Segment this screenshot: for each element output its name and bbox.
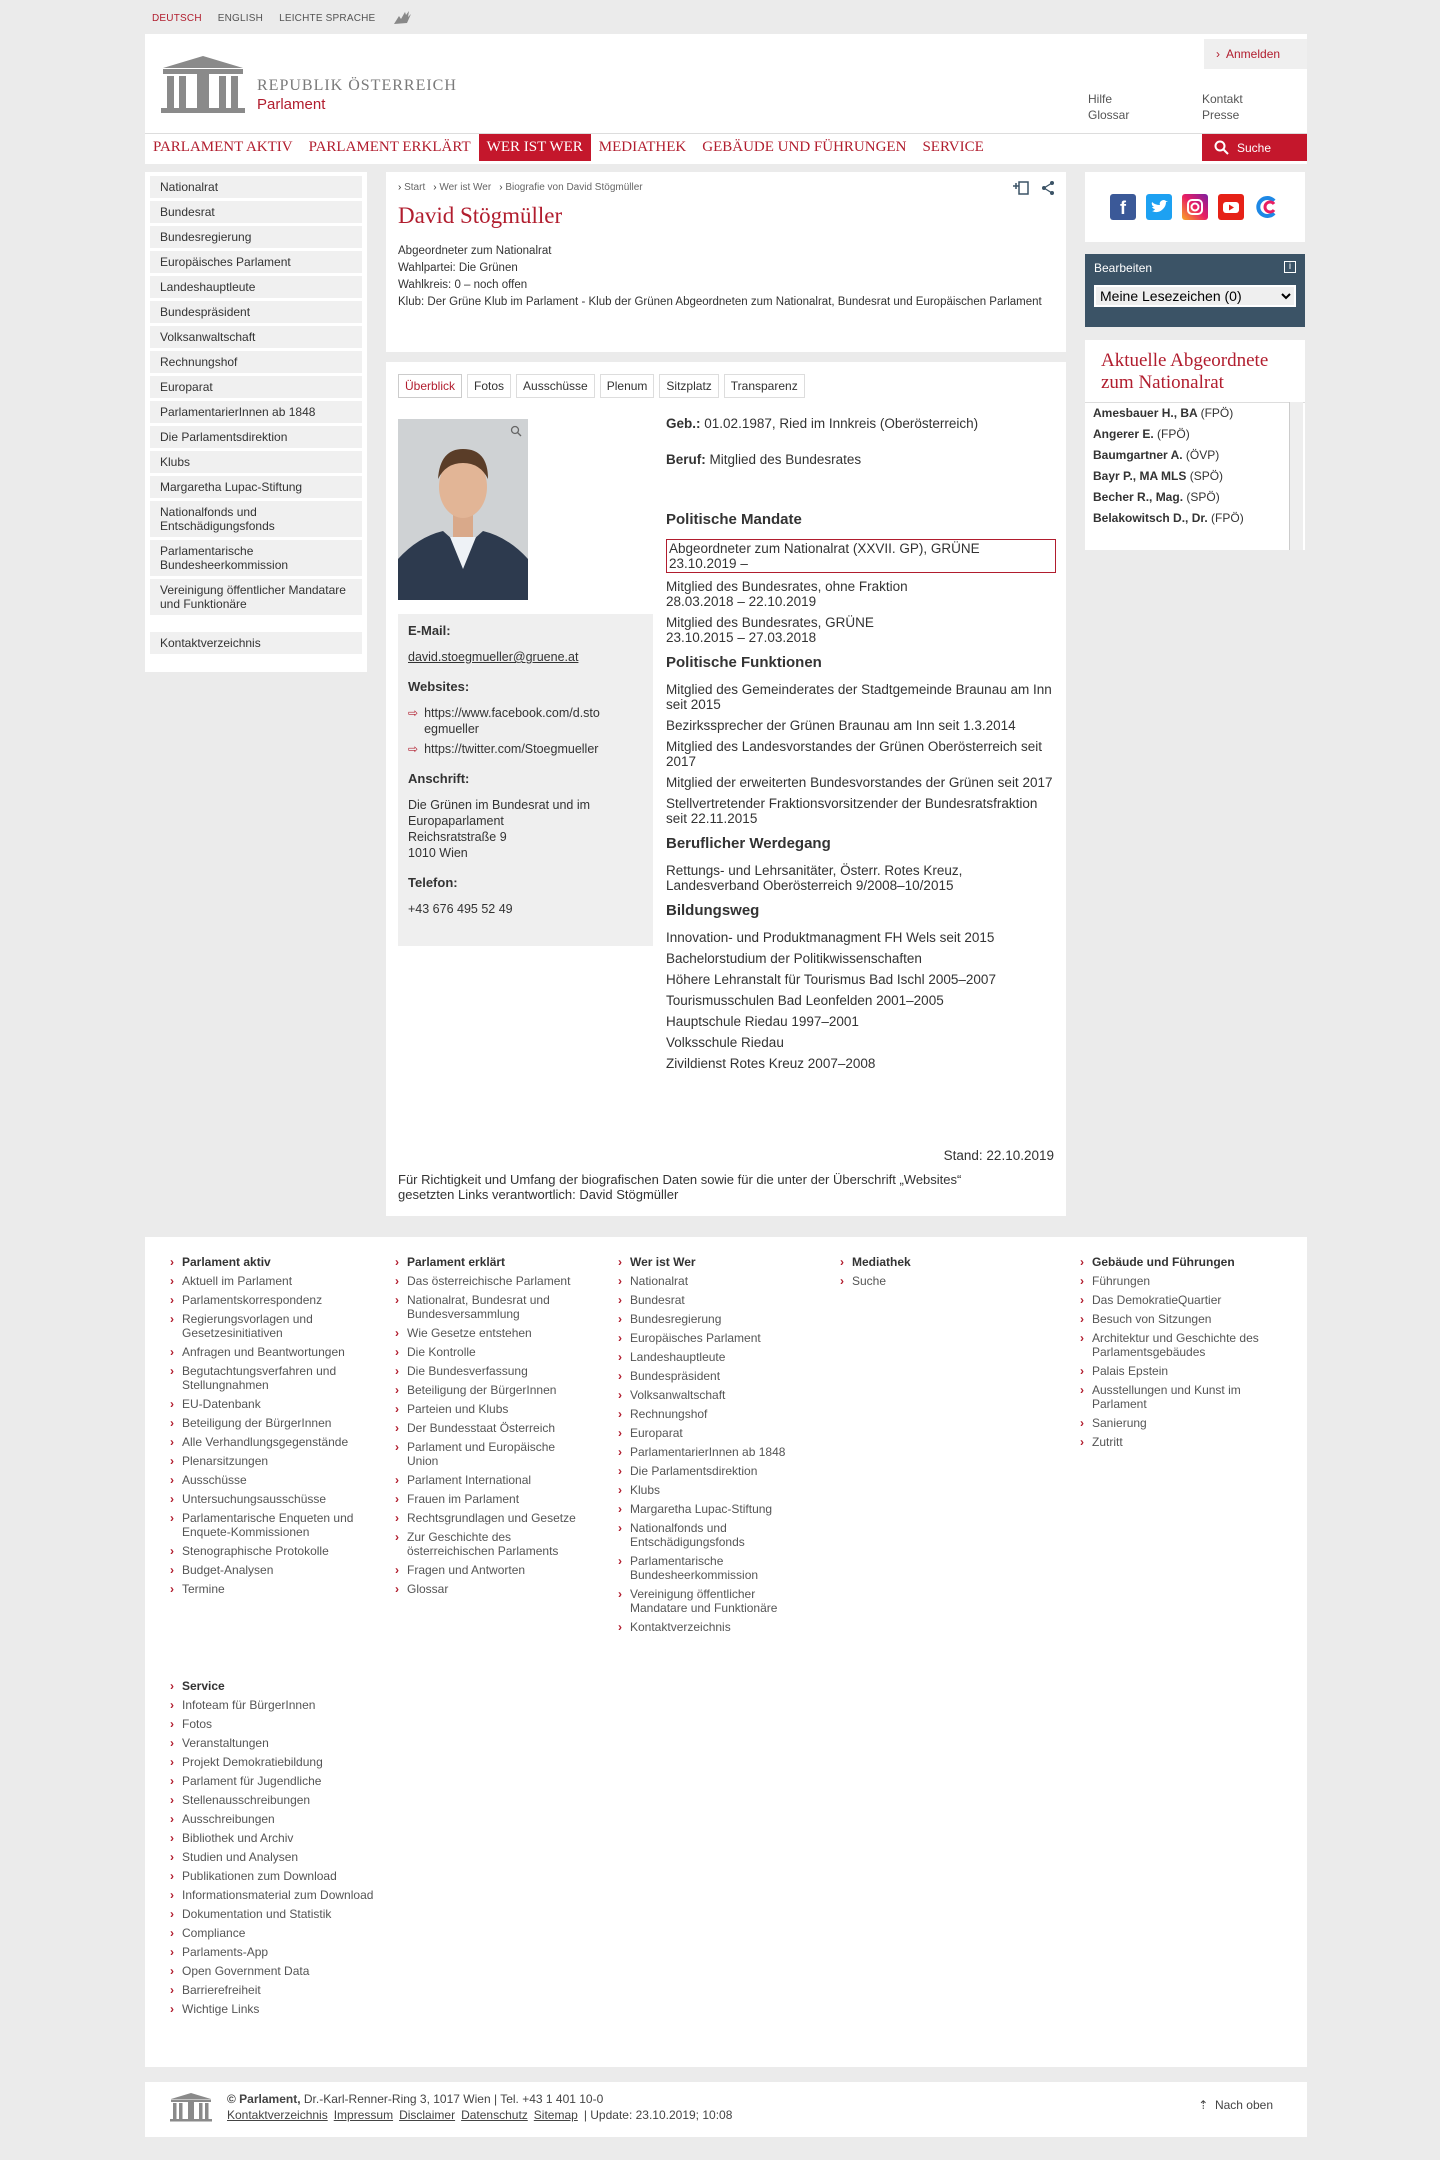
footer-link[interactable]: › Compliance [170, 1926, 410, 1940]
footer-link[interactable]: › Zutritt [1080, 1435, 1265, 1449]
footer-link[interactable]: › Zur Geschichte des österreichischen Parlaments [395, 1530, 580, 1558]
mandates-heading: Politische Mandate [666, 511, 802, 528]
footer-link[interactable]: › Suche [840, 1274, 1025, 1288]
mandate-dates: 28.03.2018 – 22.10.2019 [666, 594, 817, 609]
footer-link[interactable]: › Volksanwaltschaft [618, 1388, 803, 1402]
footer-link[interactable]: › Projekt Demokratiebildung [170, 1755, 410, 1769]
footer-link[interactable]: › Nationalfonds und Entschädigungsfonds [618, 1521, 803, 1549]
phone-label: Telefon: [408, 875, 458, 890]
mp-name: Becher R., Mag. [1093, 490, 1184, 504]
footer-link[interactable]: › Bundesregierung [618, 1312, 803, 1326]
footer-link[interactable]: › Rechtsgrundlagen und Gesetze [395, 1511, 580, 1525]
bio-content [386, 362, 1066, 1216]
mandate-dates: 23.10.2019 – [669, 556, 748, 571]
footer-link[interactable]: › Stellenausschreibungen [170, 1793, 410, 1807]
footer-link[interactable]: › Die Parlamentsdirektion [618, 1464, 803, 1478]
footer-link[interactable]: › Dokumentation und Statistik [170, 1907, 410, 1921]
footer-link[interactable]: › Untersuchungsausschüsse [170, 1492, 355, 1506]
help-link[interactable]: Hilfe [1088, 92, 1113, 106]
mp-party: (ÖVP) [1185, 448, 1220, 462]
sidebar-item[interactable]: Klubs [150, 451, 362, 473]
share-icon[interactable] [1040, 180, 1056, 196]
mandate-title: Abgeordneter zum Nationalrat (XXVII. GP), GRÜNE [669, 541, 980, 556]
footer-link[interactable]: › Europarat [618, 1426, 803, 1440]
breadcrumb-item: › Biografie von David Stögmüller [499, 182, 642, 193]
list-scrollbar[interactable] [1289, 402, 1303, 550]
birth-value: 01.02.1987, Ried im Innkreis (Oberösterreich) [704, 416, 979, 431]
search-button[interactable] [1202, 134, 1307, 161]
sidebar-item[interactable]: Volksanwaltschaft [150, 326, 362, 348]
search-icon [1214, 140, 1229, 155]
footer-heading[interactable]: › Gebäude und Führungen [1080, 1255, 1265, 1269]
sidebar-item[interactable]: Nationalfonds und Entschädigungsfonds [150, 501, 362, 537]
address [408, 797, 643, 861]
footer-link-kontakt[interactable]: Kontaktverzeichnis [227, 2108, 328, 2122]
bio-actions [1012, 180, 1056, 196]
bio-district: Wahlkreis: 0 – noch offen [398, 279, 528, 291]
birth-info [666, 416, 1056, 431]
mandate-title: Mitglied des Bundesrates, GRÜNE [666, 615, 874, 630]
website-url: https://www.facebook.com/d.stoegmueller [424, 706, 600, 736]
external-link-icon: ⇨ [408, 742, 419, 756]
footer-link[interactable]: › Wichtige Links [170, 2002, 410, 2016]
websites-label: Websites: [408, 679, 470, 694]
sidebar-item[interactable]: Margaretha Lupac-Stiftung [150, 476, 362, 498]
education-item: Innovation- und Produktmanagment FH Wels seit 2015 [666, 930, 995, 945]
footer-link[interactable]: › Sanierung [1080, 1416, 1265, 1430]
footer-link[interactable]: › Landeshauptleute [618, 1350, 803, 1364]
info-icon[interactable]: i [1284, 261, 1296, 273]
footer-link-impressum[interactable]: Impressum [333, 2108, 394, 2122]
bio-club: Klub: Der Grüne Klub im Parlament - Klub der Grünen Abgeordneten zum Nationalrat, Bundesrat und Europäischen Parlament [398, 296, 1042, 308]
footer-link[interactable]: › Vereinigung öffentlicher Mandatare und Funktionäre [618, 1587, 803, 1615]
tab-ueberblick[interactable]: Überblick [398, 374, 462, 398]
mandate-item [666, 539, 1056, 573]
edit-label[interactable]: Bearbeiten [1094, 261, 1153, 275]
social-media-bar [1085, 172, 1305, 242]
sidebar-item[interactable]: Vereinigung öffentlicher Mandatare und Funktionäre [150, 579, 362, 615]
sidebar-item[interactable]: Nationalrat [150, 176, 362, 198]
footer-link[interactable]: › Frauen im Parlament [395, 1492, 580, 1506]
mp-name: Belakowitsch D., Dr. [1093, 511, 1208, 525]
tab-ausschuesse[interactable]: Ausschüsse [516, 374, 595, 398]
footer-link[interactable]: › Begutachtungsverfahren und Stellungnahmen [170, 1364, 355, 1392]
parliament-building-icon [169, 2092, 213, 2122]
footer-link[interactable]: › Studien und Analysen [170, 1850, 410, 1864]
contact-links [1202, 91, 1243, 123]
language-bar [152, 13, 413, 27]
sidebar-item[interactable]: Parlamentarische Bundesheerkommission [150, 540, 362, 576]
mandate-dates: 23.10.2015 – 27.03.2018 [666, 630, 817, 645]
nav-parlament-aktiv[interactable]: PARLAMENT AKTIV [153, 139, 293, 155]
breadcrumb-item[interactable]: › Wer ist Wer [433, 182, 491, 193]
parliament-app-icon[interactable] [1254, 194, 1280, 220]
footer-link[interactable]: › EU-Datenbank [170, 1397, 355, 1411]
mandate-item [666, 579, 1056, 609]
footer-org: © Parlament, [227, 2092, 301, 2106]
footer-link[interactable]: › Parlament International [395, 1473, 580, 1487]
facebook-icon[interactable]: f [1110, 194, 1136, 220]
mp-party: (FPÖ) [1200, 406, 1234, 420]
footer-link[interactable]: › Besuch von Sitzungen [1080, 1312, 1265, 1326]
contact-link[interactable]: Kontakt [1202, 92, 1243, 106]
footer-link[interactable]: › Open Government Data [170, 1964, 410, 1978]
education-item: Hauptschule Riedau 1997–2001 [666, 1014, 859, 1029]
address-label: Anschrift: [408, 771, 470, 786]
footer-link[interactable]: › Stenographische Protokolle [170, 1544, 355, 1558]
responsibility-note: Für Richtigkeit und Umfang der biografischen Daten sowie für die unter der Überschrift „Websites“ gesetzten Links verantwortlich: David Stögmüller [398, 1172, 962, 1202]
sidebar-item[interactable]: Kontaktverzeichnis [150, 632, 362, 654]
current-mps-title: Aktuelle Abgeordnete zum Nationalrat [1101, 350, 1269, 393]
footer-link-sitemap[interactable]: Sitemap [533, 2108, 578, 2122]
contact-box [398, 614, 653, 946]
bio-summary [398, 243, 1054, 311]
tab-transparenz[interactable]: Transparenz [724, 374, 805, 398]
footer-heading[interactable]: › Parlament aktiv [170, 1255, 355, 1269]
lang-easy-link[interactable]: LEICHTE SPRACHE [279, 13, 376, 24]
mp-name: Amesbauer H., BA [1093, 406, 1198, 420]
footer-link[interactable]: › Anfragen und Beantwortungen [170, 1345, 355, 1359]
footer-link[interactable]: › Palais Epstein [1080, 1364, 1265, 1378]
sidebar-item[interactable]: Landeshauptleute [150, 276, 362, 298]
footer-link[interactable]: › Nationalrat [618, 1274, 803, 1288]
sign-language-icon[interactable] [391, 10, 413, 26]
function-item: Stellvertretender Fraktionsvorsitzender der Bundesratsfraktion seit 22.11.2015 [666, 796, 1038, 826]
footer-link[interactable]: › Plenarsitzungen [170, 1454, 355, 1468]
mandate-item [666, 615, 1056, 645]
function-item: Mitglied des Gemeinderates der Stadtgemeinde Braunau am Inn seit 2015 [666, 682, 1052, 712]
list-item[interactable] [1085, 445, 1305, 466]
address-line: Reichsratstraße 9 [408, 830, 507, 844]
footer-link[interactable]: › Führungen [1080, 1274, 1265, 1288]
portrait-image [398, 419, 528, 600]
help-links [1088, 91, 1129, 123]
footer-link[interactable]: › Aktuell im Parlament [170, 1274, 355, 1288]
footer-link[interactable]: › Klubs [618, 1483, 803, 1497]
lang-en-link[interactable]: ENGLISH [217, 13, 264, 24]
footer-link[interactable]: › Informationsmaterial zum Download [170, 1888, 410, 1902]
footer-heading[interactable]: › Parlament erklärt [395, 1255, 580, 1269]
sidebar-item[interactable]: Bundespräsident [150, 301, 362, 323]
footer-link[interactable]: › Architektur und Geschichte des Parlamentsgebäudes [1080, 1331, 1265, 1359]
footer-link[interactable]: › Infoteam für BürgerInnen [170, 1698, 410, 1712]
sidebar-item[interactable]: ParlamentarierInnen ab 1848 [150, 401, 362, 423]
function-item: Bezirkssprecher der Grünen Braunau am Inn seit 1.3.2014 [666, 718, 1016, 733]
footer-sitemap [145, 1237, 1307, 2067]
page-footer [145, 2082, 1307, 2137]
back-to-top-link[interactable] [1198, 2098, 1273, 2112]
footer-link[interactable]: › Bundesrat [618, 1293, 803, 1307]
footer-link[interactable]: › Bibliothek und Archiv [170, 1831, 410, 1845]
login-button[interactable]: › Anmelden [1204, 39, 1307, 69]
website-link[interactable] [408, 741, 643, 757]
nav-service[interactable]: SERVICE [922, 139, 984, 155]
education-item: Bachelorstudium der Politikwissenschaften [666, 951, 922, 966]
function-item: Mitglied des Landesvorstandes der Grünen Oberösterreich seit 2017 [666, 739, 1042, 769]
sidebar-item[interactable]: Die Parlamentsdirektion [150, 426, 362, 448]
job-label: Beruf: [666, 452, 706, 467]
footer-link[interactable]: › ParlamentarierInnen ab 1848 [618, 1445, 803, 1459]
list-item[interactable] [1085, 487, 1305, 508]
education-heading: Bildungsweg [666, 902, 760, 919]
footer-link[interactable]: › Bundespräsident [618, 1369, 803, 1383]
list-item[interactable] [1085, 403, 1305, 424]
career-heading: Beruflicher Werdegang [666, 835, 831, 852]
mp-party: (FPÖ) [1157, 427, 1190, 441]
press-link[interactable]: Presse [1202, 108, 1240, 122]
footer-link[interactable]: › Nationalrat, Bundesrat und Bundesversammlung [395, 1293, 580, 1321]
footer-addr: Dr.-Karl-Renner-Ring 3, 1017 Wien | Tel. +43 1 401 10-0 [300, 2092, 604, 2106]
tab-sitzplatz[interactable]: Sitzplatz [659, 374, 718, 398]
page-title: David Stögmüller [398, 203, 563, 228]
mp-party: (SPÖ) [1189, 469, 1224, 483]
footer-link[interactable]: › Parlament und Europäische Union [395, 1440, 580, 1468]
back-to-top-label: Nach oben [1214, 2098, 1273, 2112]
mp-name: Angerer E. [1093, 427, 1154, 441]
external-link-icon: ⇨ [408, 706, 419, 720]
mps-list [1085, 402, 1305, 550]
footer-link-datenschutz[interactable]: Datenschutz [461, 2108, 528, 2122]
bookmark-box [1085, 254, 1305, 327]
birth-label: Geb.: [666, 416, 701, 431]
footer-link[interactable]: › Fragen und Antworten [395, 1563, 580, 1577]
email-label: E-Mail: [408, 623, 451, 638]
footer-link[interactable]: › Glossar [395, 1582, 580, 1596]
glossary-link[interactable]: Glossar [1088, 108, 1130, 122]
search-label: Suche [1237, 140, 1272, 155]
footer-link[interactable]: › Parlaments-App [170, 1945, 410, 1959]
tab-fotos[interactable]: Fotos [467, 374, 511, 398]
footer-link[interactable]: › Die Kontrolle [395, 1345, 580, 1359]
footer-link[interactable]: › Budget-Analysen [170, 1563, 355, 1577]
sidebar-item[interactable]: Europarat [150, 376, 362, 398]
footer-link[interactable]: › Kontaktverzeichnis [618, 1620, 803, 1634]
footer-link[interactable]: › Beteiligung der BürgerInnen [395, 1383, 580, 1397]
sidebar-item[interactable]: Bundesrat [150, 201, 362, 223]
nav-parlament-erklaert[interactable]: PARLAMENT ERKLÄRT [308, 139, 471, 155]
footer-link[interactable]: › Beteiligung der BürgerInnen [170, 1416, 355, 1430]
footer-link[interactable]: › Parlamentarische Enqueten und Enquete-Kommissionen [170, 1511, 355, 1539]
footer-link[interactable]: › Die Bundesverfassung [395, 1364, 580, 1378]
nav-mediathek[interactable]: MEDIATHEK [598, 139, 687, 155]
bio-role: Abgeordneter zum Nationalrat [398, 245, 552, 257]
footer-column [170, 1255, 355, 1601]
sidebar-item[interactable]: Bundesregierung [150, 226, 362, 248]
logo-subtitle: Parlament [257, 96, 326, 113]
job-info [666, 452, 1056, 467]
mandate-title: Mitglied des Bundesrates, ohne Fraktion [666, 579, 908, 594]
footer-link[interactable]: › Parlamentarische Bundesheerkommission [618, 1554, 803, 1582]
footer-link[interactable]: › Rechnungshof [618, 1407, 803, 1421]
education-item: Volksschule Riedau [666, 1035, 784, 1050]
site-header [145, 34, 1307, 164]
twitter-icon[interactable] [1146, 194, 1172, 220]
footer-link[interactable]: › Margaretha Lupac-Stiftung [618, 1502, 803, 1516]
footer-links [227, 2108, 732, 2122]
footer-link[interactable]: › Termine [170, 1582, 355, 1596]
footer-link[interactable]: › Ausschüsse [170, 1473, 355, 1487]
footer-link[interactable]: › Parlamentskorrespondenz [170, 1293, 355, 1307]
email-link[interactable]: david.stoegmueller@gruene.at [408, 650, 579, 664]
mp-name: Baumgartner A. [1093, 448, 1183, 462]
instagram-icon[interactable] [1182, 194, 1208, 220]
nav-wer-ist-wer[interactable]: WER IST WER [479, 134, 591, 161]
stand-date: Stand: 22.10.2019 [943, 1148, 1054, 1163]
footer-link[interactable]: › Parlament für Jugendliche [170, 1774, 410, 1788]
current-mps-box [1085, 340, 1305, 550]
list-item[interactable] [1085, 466, 1305, 487]
footer-link[interactable]: › Ausstellungen und Kunst im Parlament [1080, 1383, 1265, 1411]
education-item: Zivildienst Rotes Kreuz 2007–2008 [666, 1056, 876, 1071]
phone-number: +43 676 495 52 49 [408, 902, 513, 916]
parliament-logo[interactable] [159, 54, 457, 114]
sidebar-item[interactable]: Rechnungshof [150, 351, 362, 373]
footer-heading[interactable]: › Wer ist Wer [618, 1255, 803, 1269]
footer-link[interactable]: › Das österreichische Parlament [395, 1274, 580, 1288]
footer-heading[interactable]: › Mediathek [840, 1255, 1025, 1269]
portrait-photo[interactable] [398, 419, 528, 600]
footer-link[interactable]: › Publikationen zum Download [170, 1869, 410, 1883]
footer-column [618, 1255, 803, 1639]
update-date: | Update: 23.10.2019; 10:08 [583, 2108, 733, 2122]
function-item: Mitglied der erweiterten Bundesvorstandes der Grünen seit 2017 [666, 775, 1053, 790]
footer-column [840, 1255, 1025, 1293]
bio-party: Wahlpartei: Die Grünen [398, 262, 518, 274]
list-item[interactable] [1085, 424, 1305, 445]
parliament-building-icon [159, 54, 247, 114]
footer-link[interactable]: › Der Bundesstaat Österreich [395, 1421, 580, 1435]
footer-link[interactable]: › Fotos [170, 1717, 410, 1731]
footer-link[interactable]: › Europäisches Parlament [618, 1331, 803, 1345]
breadcrumb [398, 182, 1054, 193]
education-item: Tourismusschulen Bad Leonfelden 2001–2005 [666, 993, 944, 1008]
website-link[interactable] [408, 705, 643, 737]
bio-header [386, 172, 1066, 352]
address-line: 1010 Wien [408, 846, 468, 860]
lang-de-link[interactable]: DEUTSCH [152, 13, 202, 24]
bookmarks-select[interactable] [1094, 285, 1296, 307]
login-label: Anmelden [1226, 47, 1281, 61]
sidebar-navigation [145, 172, 367, 672]
arrow-up-icon: ⇡ [1198, 2098, 1209, 2112]
career-item: Rettungs- und Lehrsanitäter, Österr. Rotes Kreuz, Landesverband Oberösterreich 9/2008–10/2015 [666, 863, 963, 893]
address-line: Die Grünen im Bundesrat und im Europaparlament [408, 798, 591, 828]
bookmark-add-icon[interactable] [1012, 180, 1030, 196]
breadcrumb-item[interactable]: › Start [398, 182, 425, 193]
job-value: Mitglied des Bundesrates [709, 452, 862, 467]
education-item: Höhere Lehranstalt für Tourismus Bad Ischl 2005–2007 [666, 972, 996, 987]
footer-column [395, 1255, 580, 1601]
footer-link[interactable]: › Regierungsvorlagen und Gesetzesinitiativen [170, 1312, 355, 1340]
website-url: https://twitter.com/Stoegmueller [424, 742, 599, 756]
footer-link[interactable]: › Barrierefreiheit [170, 1983, 410, 1997]
footer-link[interactable]: › Alle Verhandlungsgegenstände [170, 1435, 355, 1449]
footer-address [227, 2092, 603, 2106]
footer-column [170, 1679, 410, 2021]
bio-details [666, 416, 1056, 1077]
main-navigation [145, 133, 1307, 160]
youtube-icon[interactable] [1218, 194, 1244, 220]
footer-link-disclaimer[interactable]: Disclaimer [399, 2108, 456, 2122]
bio-tabs [398, 374, 1054, 398]
logo-title: REPUBLIK ÖSTERREICH [257, 77, 457, 94]
list-item[interactable] [1085, 508, 1305, 529]
mp-party: (SPÖ) [1186, 490, 1220, 504]
functions-heading: Politische Funktionen [666, 654, 822, 671]
mp-party: (FPÖ) [1211, 511, 1244, 525]
footer-link[interactable]: › Parteien und Klubs [395, 1402, 580, 1416]
footer-link[interactable]: › Ausschreibungen [170, 1812, 410, 1826]
footer-link[interactable]: › Das DemokratieQuartier [1080, 1293, 1265, 1307]
mp-name: Bayr P., MA MLS [1093, 469, 1187, 483]
zoom-icon[interactable] [510, 425, 522, 437]
footer-link[interactable]: › Veranstaltungen [170, 1736, 410, 1750]
nav-gebaeude[interactable]: GEBÄUDE UND FÜHRUNGEN [702, 139, 907, 155]
footer-link[interactable]: › Wie Gesetze entstehen [395, 1326, 580, 1340]
sidebar-item[interactable]: Europäisches Parlament [150, 251, 362, 273]
tab-plenum[interactable]: Plenum [600, 374, 655, 398]
footer-heading[interactable]: › Service [170, 1679, 410, 1693]
footer-column [1080, 1255, 1265, 1454]
